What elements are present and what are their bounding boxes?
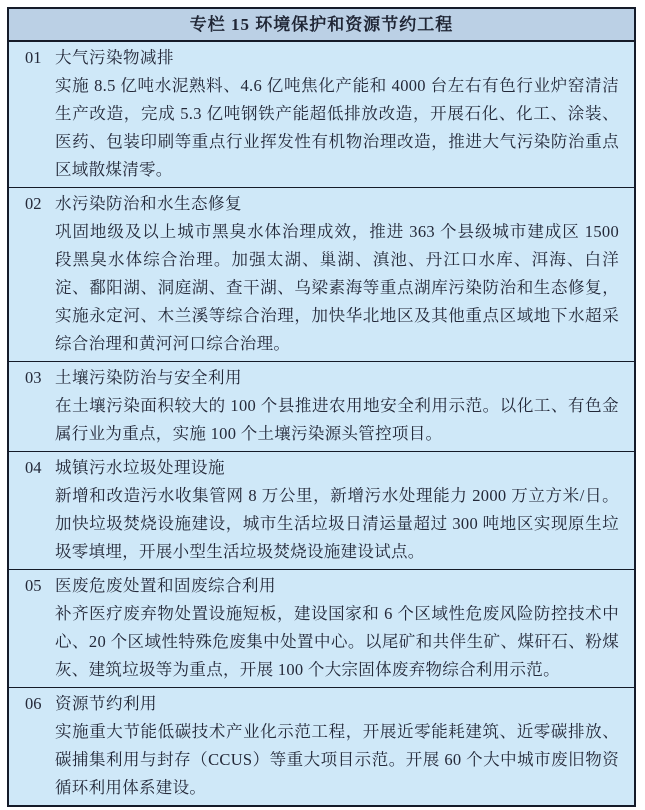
section-sewage-garbage [9, 452, 634, 570]
section-heading [25, 572, 619, 600]
section-title: 水污染防治和水生态修复 [55, 194, 242, 213]
section-medical-solid-waste [9, 570, 634, 688]
panel-title: 专栏 15 环境保护和资源节约工程 [9, 9, 634, 42]
section-body: 实施重大节能低碳技术产业化示范工程，开展近零能耗建筑、近零碳排放、碳捕集利用与封存（CCUS）等重大项目示范。开展 60 个大中城市废旧物资循环利用体系建设。 [55, 722, 619, 797]
section-title: 城镇污水垃圾处理设施 [55, 458, 225, 477]
section-title: 医废危废处置和固废综合利用 [55, 576, 276, 595]
section-number: 03 [25, 368, 42, 387]
section-resource-conservation [9, 688, 634, 805]
section-heading [25, 44, 619, 72]
section-body: 新增和改造污水收集管网 8 万公里，新增污水处理能力 2000 万立方米/日。加快垃圾焚烧设施建设，城市生活垃圾日清运量超过 300 吨地区实现原生垃圾零填埋，开展小型生活垃圾焚烧设施建设试点。 [55, 486, 619, 561]
section-air-pollution [9, 42, 634, 188]
section-heading [25, 454, 619, 482]
boxed-column-panel [7, 7, 636, 807]
section-body: 补齐医疗废弃物处置设施短板，建设国家和 6 个区域性危废风险防控技术中心、20 个区域性特殊危废集中处置中心。以尾矿和共伴生矿、煤矸石、粉煤灰、建筑垃圾等为重点，开展 100 个大宗固体废弃物综合利用示范。 [55, 604, 619, 679]
section-title: 大气污染物减排 [55, 48, 174, 67]
section-body: 巩固地级及以上城市黑臭水体治理成效，推进 363 个县级城市建成区 1500 段黑臭水体综合治理。加强太湖、巢湖、滇池、丹江口水库、洱海、白洋淀、鄱阳湖、洞庭湖、查干湖、乌梁素海等重点湖库污染防治和生态修复，实施永定河、木兰溪等综合治理，加快华北地区及其他重点区域地下水超采综合治理和黄河河口综合治理。 [55, 222, 619, 353]
section-title: 土壤污染防治与安全利用 [55, 368, 242, 387]
section-heading [25, 364, 619, 392]
section-body: 在土壤污染面积较大的 100 个县推进农用地安全利用示范。以化工、有色金属行业为重点，实施 100 个土壤污染源头管控项目。 [55, 396, 619, 443]
section-water-pollution [9, 188, 634, 362]
section-number: 06 [25, 694, 42, 713]
section-number: 04 [25, 458, 42, 477]
section-soil-pollution [9, 362, 634, 452]
section-number: 02 [25, 194, 42, 213]
section-title: 资源节约利用 [55, 694, 157, 713]
section-heading [25, 690, 619, 718]
section-body: 实施 8.5 亿吨水泥熟料、4.6 亿吨焦化产能和 4000 台左右有色行业炉窑清洁生产改造，完成 5.3 亿吨钢铁产能超低排放改造，开展石化、化工、涂装、医药、包装印刷等重点行业挥发性有机物治理改造，推进大气污染防治重点区域散煤清零。 [55, 76, 619, 179]
section-number: 05 [25, 576, 42, 595]
section-number: 01 [25, 48, 42, 67]
section-heading [25, 190, 619, 218]
